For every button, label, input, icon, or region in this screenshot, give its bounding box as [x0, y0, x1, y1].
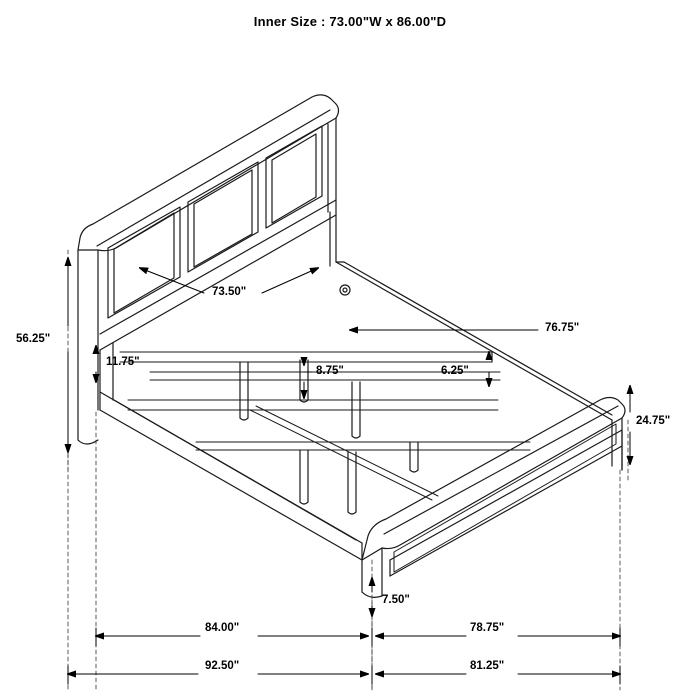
dimension-label-left-depth: 84.00" [205, 622, 240, 634]
dimension-label-center-support-height: 6.25" [441, 365, 469, 377]
dimension-label-right-depth: 78.75" [470, 622, 505, 634]
dimension-label-left-overall-depth: 92.50" [205, 660, 240, 672]
dimension-label-right-overall-depth: 81.25" [470, 660, 505, 672]
dimension-label-side-rail-length: 76.75" [545, 322, 580, 334]
dimension-label-slat-height: 8.75" [316, 365, 344, 377]
dimension-label-footboard-clearance: 7.50" [382, 594, 410, 606]
footboard [362, 398, 625, 598]
dimension-label-overall-height: 56.25" [16, 333, 51, 345]
bed-frame [100, 212, 612, 560]
dimension-label-footboard-height: 24.75" [636, 415, 671, 427]
dimension-label-headboard-panel-width: 73.50" [212, 286, 247, 298]
dimension-label-headboard-clearance: 11.75" [106, 356, 140, 368]
page-title: Inner Size : 73.00"W x 86.00"D [253, 14, 447, 29]
